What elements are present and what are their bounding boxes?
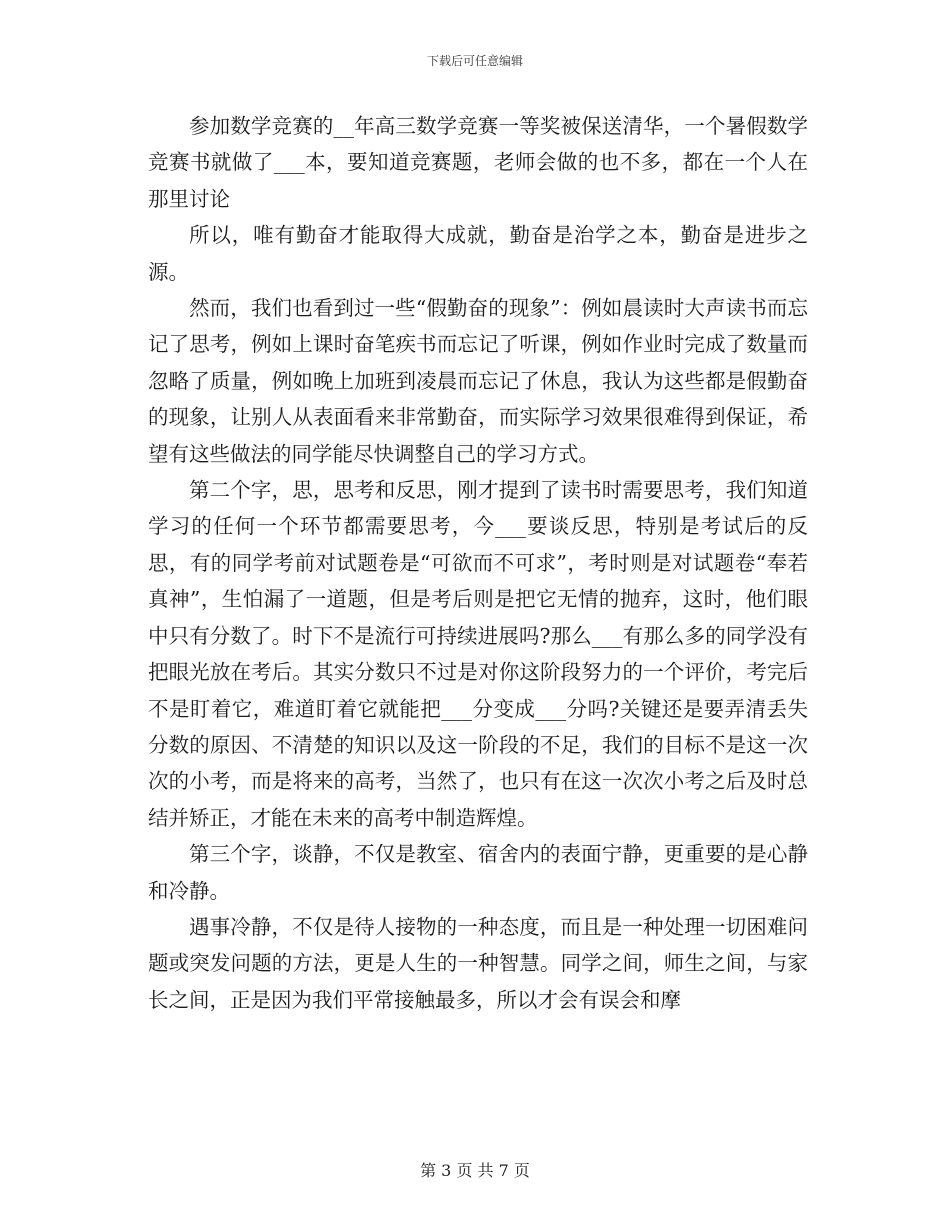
paragraph: 第三个字，谈静，不仅是教室、宿舍内的表面宁静，更重要的是心静和冷静。 [148, 842, 808, 903]
paragraph: 遇事冷静，不仅是待人接物的一种态度，而且是一种处理一切困难问题或突发问题的方法，更是人生的一种智慧。同学之间，师生之间，与家长之间，正是因为我们平常接触最多，所以才会有误会和摩 [148, 914, 808, 1012]
paragraph: 第二个字，思，思考和反思，刚才提到了读书时需要思考，我们知道学习的任何一个环节都需要思考，今___要谈反思，特别是考试后的反思，有的同学考前对试题卷是“可欲而不可求”，考时则是对试题卷“奉若真神”，生怕漏了一道题，但是考后则是把它无情的抛弃，这时，他们眼中只有分数了。时下不是流行可持续进展吗?那么___有那么多的同学没有把眼光放在考后。其实分数只不过是对你这阶段努力的一个评价，考完后不是盯着它，难道盯着它就能把___分变成___分吗?关键还是要弄清丢失分数的原因、不清楚的知识以及这一阶段的不足，我们的目标不是这一次次的小考，而是将来的高考，当然了，也只有在这一次次小考之后及时总结并矫正，才能在未来的高考中制造辉煌。 [148, 478, 808, 830]
document-body [148, 108, 808, 1018]
paragraph: 参加数学竞赛的__年高三数学竞赛一等奖被保送清华，一个暑假数学竞赛书就做了___本，要知道竞赛题，老师会做的也不多，都在一个人在那里讨论 [148, 114, 808, 211]
page-number: 第 3 页 共 7 页 [420, 1161, 530, 1180]
page-header: 下载后可任意编辑 [426, 54, 523, 68]
paragraph: 所以，唯有勤奋才能取得大成就，勤奋是治学之本，勤奋是进步之源。 [148, 223, 808, 284]
paragraph: 然而，我们也看到过一些“假勤奋的现象”：例如晨读时大声读书而忘记了思考，例如上课时奋笔疾书而忘记了听课，例如作业时完成了数量而忽略了质量，例如晚上加班到凌晨而忘记了休息，我认为这些都是假勤奋的现象，让别人从表面看来非常勤奋，而实际学习效果很难得到保证，希望有这些做法的同学能尽快调整自己的学习方式。 [148, 296, 808, 466]
